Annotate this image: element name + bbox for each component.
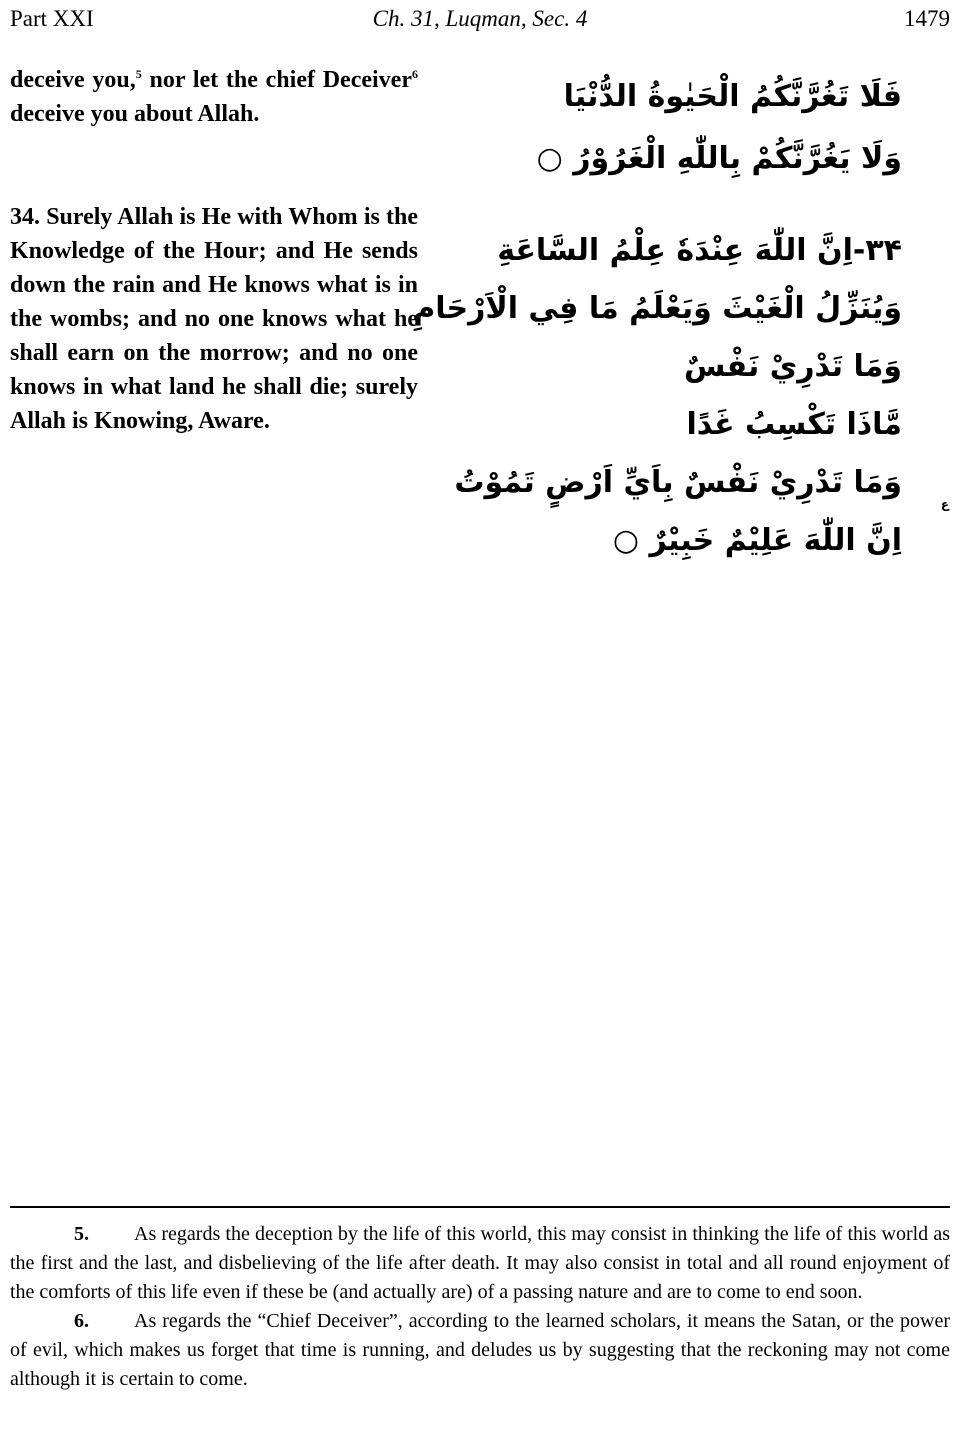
footnote-divider	[10, 1206, 950, 1208]
arabic-line: مَّاذَا تَكْسِبُ غَدًا	[686, 407, 902, 442]
footnote-5	[10, 1220, 950, 1307]
arabic-line: فَلَا تَغُرَّنَّكُمُ الْحَيٰوةُ الدُّنْيَا	[563, 79, 902, 114]
verse-33-text-a: deceive you,	[10, 67, 136, 93]
footnote-text: As regards the deception by the life of this world, this may consist in thinking the life of this world as the first and the last, and disbelieving of the life after death. It may also consist in total and all round enjoyment of the comforts of this life even if these be (and actually are) of a passing nature and are to come to end soon.	[10, 1223, 950, 1303]
verse-33-arabic	[482, 66, 902, 190]
footnote-text: As regards the “Chief Deceiver”, according to the learned scholars, it means the Satan, or the power of evil, which makes us forget that time is running, and deludes us by suggesting that the reckoning may not come although it is certain to come.	[10, 1310, 950, 1390]
verse-33-text-b: nor let the chief Deceiver	[141, 67, 412, 93]
arabic-line: اِنَّ اللّٰهَ عَلِيْمٌ خَبِيْرٌ ○	[612, 523, 902, 558]
verse-33-translation	[10, 63, 418, 131]
footnote-ref-6[interactable]: 6	[411, 67, 418, 81]
chapter-title: Ch. 31, Luqman, Sec. 4	[372, 6, 588, 31]
part-label: Part XXI	[10, 6, 94, 31]
arabic-line: وَيُنَزِّلُ الْغَيْثَ وَيَعْلَمُ مَا فِي الْاَرْحَامِ	[413, 291, 902, 326]
verse-34-arabic	[413, 222, 902, 570]
footnote-6	[10, 1307, 950, 1394]
verse-33-text-c: deceive you about Allah.	[10, 101, 260, 127]
ruku-marker: ع	[940, 497, 950, 511]
arabic-line: وَمَا تَدْرِيْ نَفْسٌ بِاَيِّ اَرْضٍ تَمُوْتُ	[454, 465, 902, 500]
arabic-line: وَلَا يَغُرَّنَّكُمْ بِاللّٰهِ الْغَرُوْرُ ○	[536, 141, 902, 176]
arabic-line: وَمَا تَدْرِيْ نَفْسٌ	[684, 349, 902, 384]
footnote-number: 5.	[74, 1223, 89, 1245]
arabic-line: ۳۴-اِنَّ اللّٰهَ عِنْدَهٗ عِلْمُ السَّاعَةِ	[497, 233, 902, 268]
verse-34-translation: 34. Surely Allah is He with Whom is the Knowledge of the Hour; and He sends down the rain and He knows what is in the wombs; and no one knows what he shall earn on the morrow; and no one knows in what land he shall die; surely Allah is Knowing, Aware.	[10, 204, 418, 434]
page-header	[10, 6, 950, 36]
footnotes	[10, 1220, 950, 1394]
page-number: 1479	[904, 6, 950, 31]
footnote-number: 6.	[74, 1310, 89, 1332]
footnote-ref-5[interactable]: 5	[135, 67, 142, 81]
